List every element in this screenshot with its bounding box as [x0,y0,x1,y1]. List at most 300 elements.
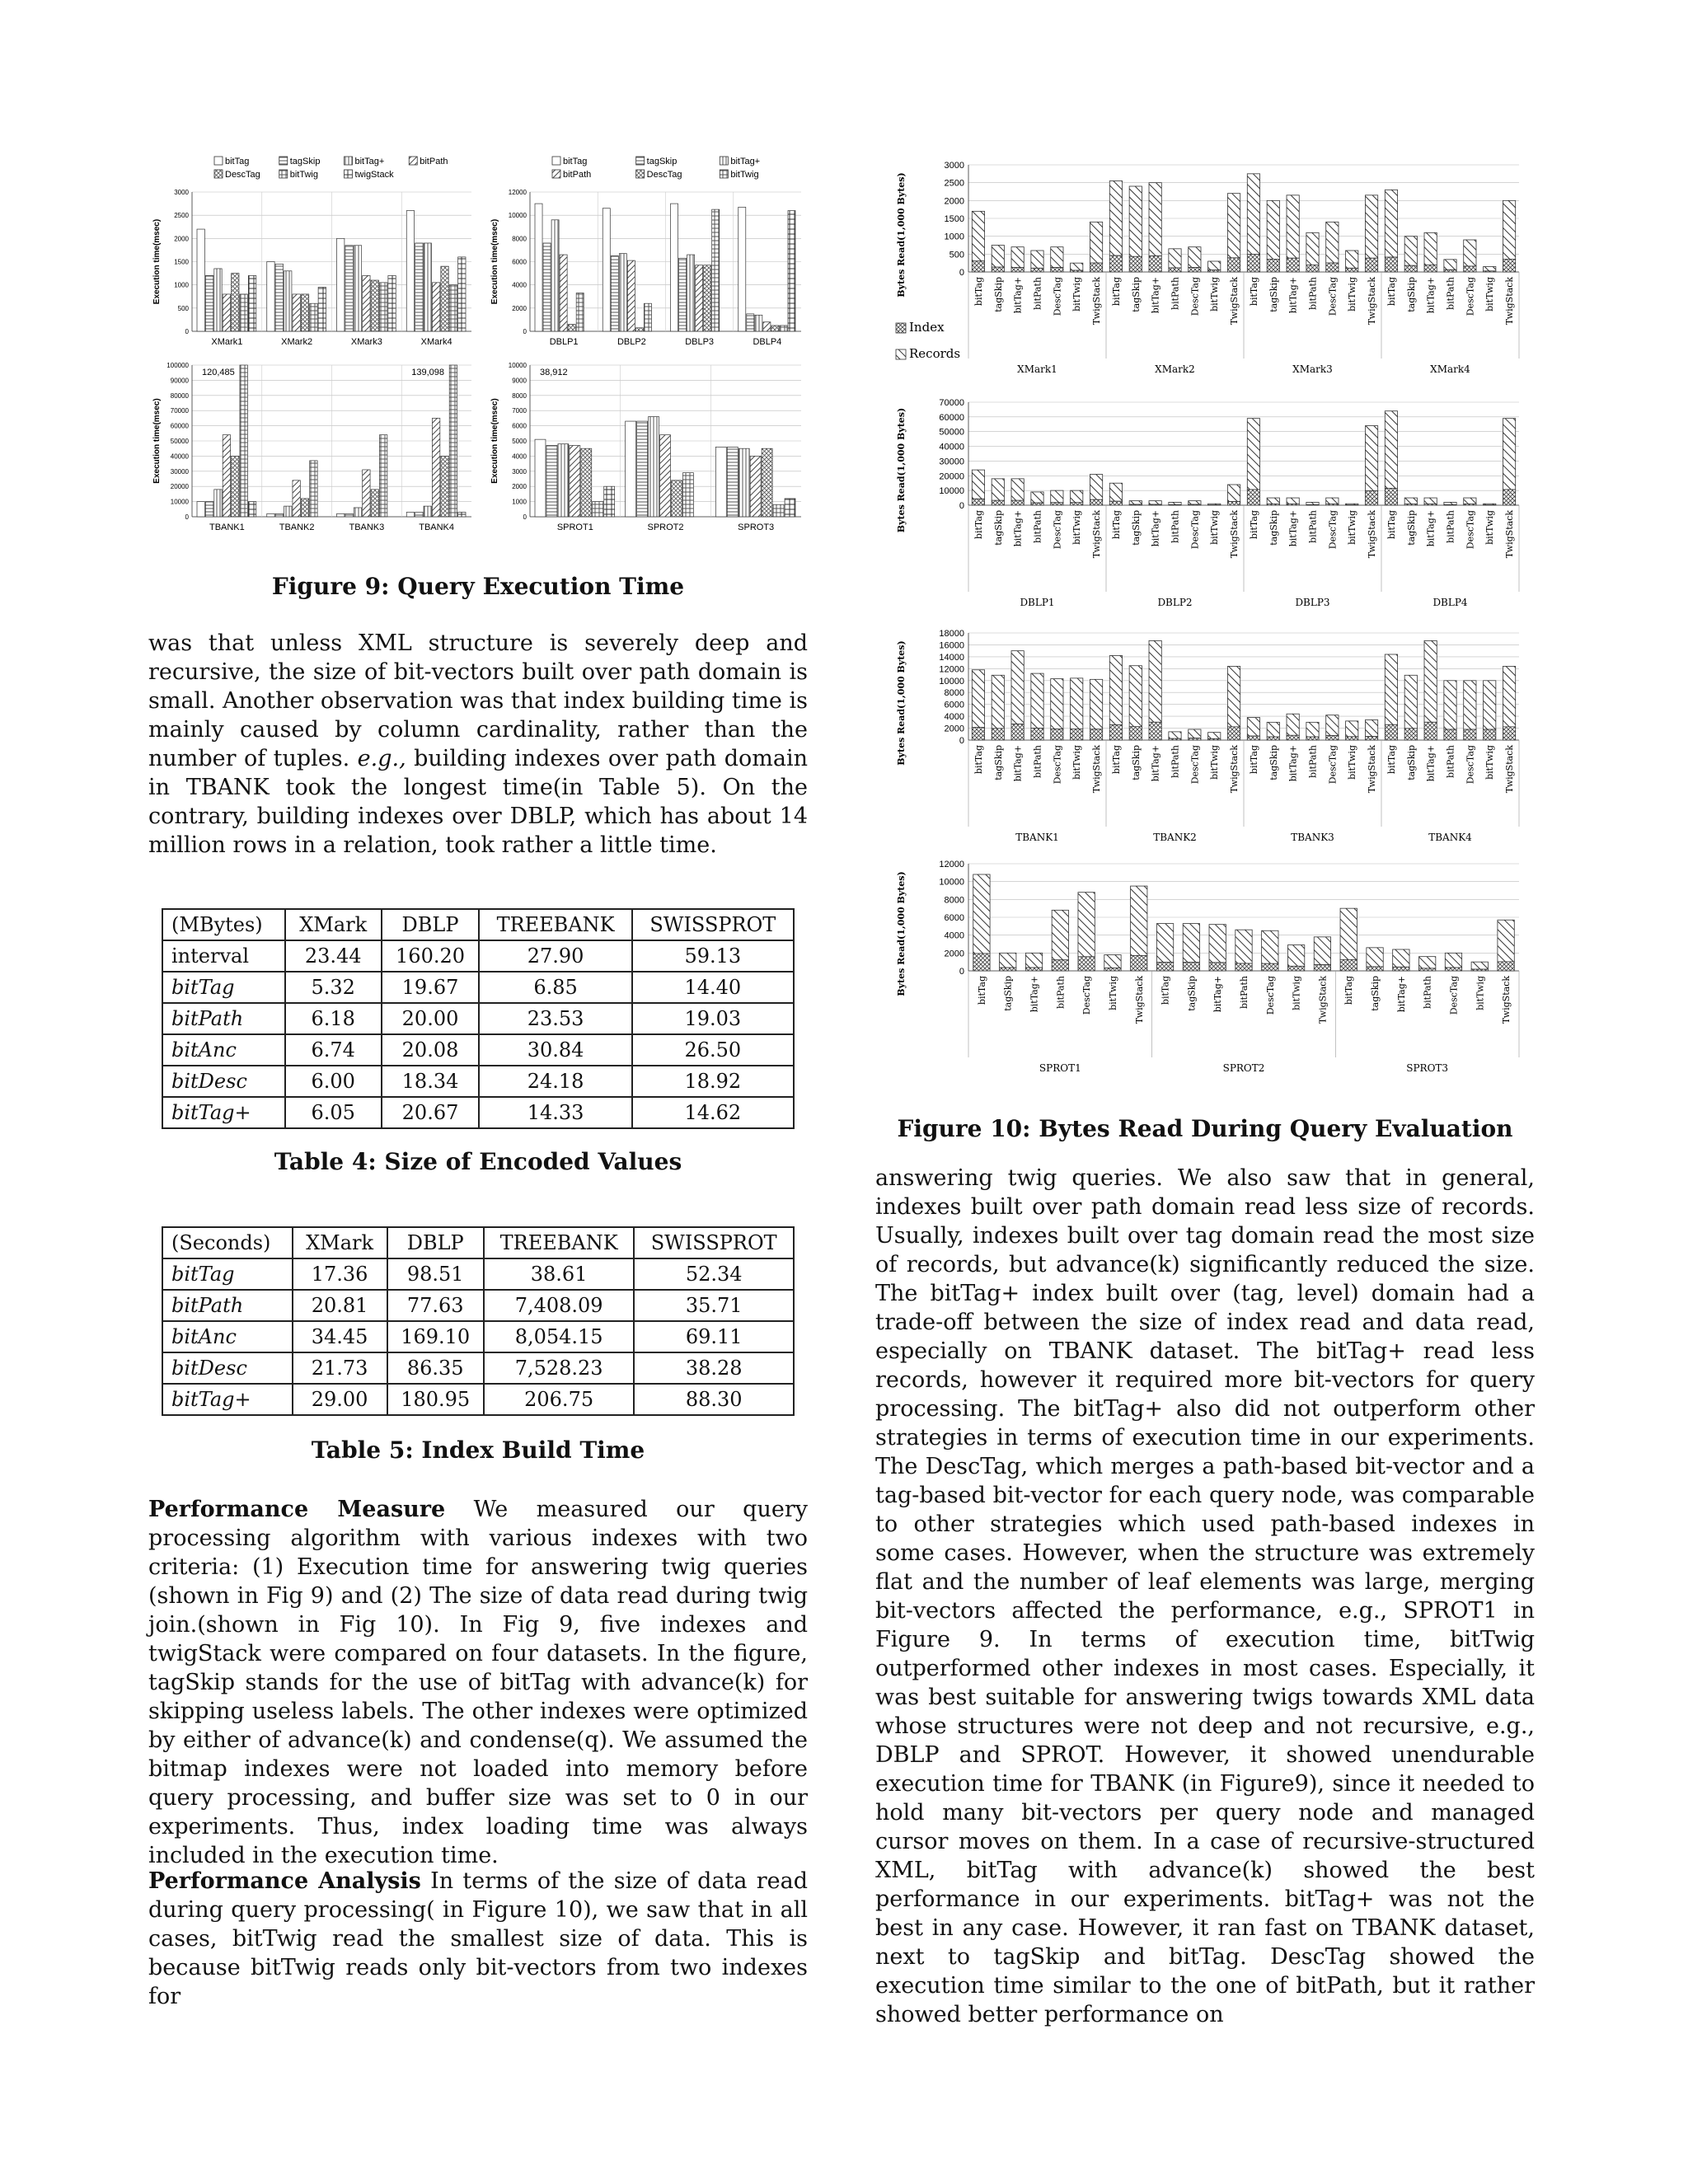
x-bar-label: tagSkip [1370,976,1381,1011]
bar-records [1208,733,1221,739]
y-tick-label: 8000 [944,688,964,699]
y-tick-label: 1000 [512,498,527,506]
x-group-label: DBLP1 [1020,597,1055,608]
fig9-chart-tbank [152,359,478,540]
bar-records [1071,490,1083,503]
perf-measure-body: We measured our query processing algorithm with various indexes with two criteria: (1) Execution time for answering twig queries (shown in Fig 9) and (2) The size of data read during twig join.(shown in Fig 10). In Fig 9, five indexes and twigStack were compared on four datasets. In the figure, tagSkip stands for the use of bitTag with advance(k) for skipping useless labels. The other indexes were optimized by either of advance(k) and condense(q). We assumed the bitmap indexes were not loaded into memory before query processing, and buffer size was set to 0 in our experiments. Thus, index loading time was always included in the execution time. [148,1497,808,1868]
y-tick-label: 0 [959,501,964,511]
x-bar-label: TwigStack [1367,277,1378,326]
bar [755,315,762,331]
table-cell: interval [162,940,285,972]
table-cell: 26.50 [632,1034,794,1066]
bar-records [1385,411,1397,489]
table-cell: 20.08 [382,1034,480,1066]
bar-index [1346,268,1358,272]
x-bar-label: bitTwig [1484,510,1496,545]
table-cell: 98.51 [387,1258,484,1290]
bar-records [1306,502,1319,504]
bar-records [1503,419,1515,490]
table-cell: 21.73 [293,1352,387,1384]
bar [301,499,308,517]
bar-index [1156,963,1173,971]
bar [248,502,256,517]
bar [727,447,738,517]
bar [214,269,222,331]
bar [671,204,678,331]
x-bar-label: bitTwig [1071,745,1083,780]
bar-records [1424,232,1437,265]
bar-records [1183,924,1199,963]
table-header-cell: TREEBANK [479,909,631,940]
y-tick-label: 40000 [170,452,189,461]
x-bar-label: bitTag+ [1287,510,1299,547]
x-bar-label: bitTag+ [1012,745,1024,782]
x-bar-label: bitPath [1307,745,1319,778]
y-tick-label: 10000 [508,362,527,369]
bar-records [1267,200,1279,259]
x-bar-label: DescTag [1327,510,1339,550]
bar-records [1189,501,1201,504]
bar-records [992,675,1004,729]
bar-index [1484,271,1496,272]
y-tick-label: 70000 [170,407,189,415]
bar-index [1247,736,1259,740]
x-bar-label: DescTag [1189,745,1201,785]
table-cell: 35.71 [634,1290,794,1321]
fig10-panel-tbank [894,626,1521,842]
bar-records [1169,502,1181,504]
y-tick-label: 6000 [512,422,527,430]
bar [449,365,457,517]
table-row [162,1066,794,1097]
x-bar-label: bitTwig [1071,510,1083,545]
x-group-label: DBLP4 [1432,597,1468,608]
y-tick-label: 30000 [170,467,189,476]
bar-index [1090,729,1102,740]
bar [248,275,256,331]
bar-index [1025,968,1042,971]
bar-index [1367,967,1383,971]
x-group-label: XMark3 [1292,363,1333,375]
y-tick-label: 6000 [944,913,964,923]
y-axis-label: Execution time(msec) [490,398,499,484]
text-block-1-eg: e.g., [357,746,406,771]
bar-records [1385,654,1397,724]
bar [788,211,795,331]
table-header-cell: DBLP [382,909,480,940]
fig9-panel-sprot [490,359,808,540]
table-cell: bitDesc [162,1066,285,1097]
bar-index [1326,736,1339,740]
table-cell: 7,408.09 [484,1290,635,1321]
bar-index [1262,963,1278,971]
y-tick-label: 500 [949,250,964,260]
y-tick-label: 6000 [512,258,527,266]
y-tick-label: 80000 [170,391,189,400]
legend-swatch [896,349,906,359]
y-tick-label: 10000 [939,676,964,687]
bar-index [1267,737,1279,740]
y-tick-label: 1500 [944,214,964,224]
x-bar-label: bitPath [1307,277,1319,310]
bar [738,207,746,331]
bar [660,435,671,517]
bar-index [1149,256,1161,273]
bar-index [1104,968,1121,971]
x-bar-label: tagSkip [992,745,1004,780]
bar-index [1090,499,1102,505]
legend-label: Records [909,346,961,361]
legend-swatch [409,157,417,165]
y-tick-label: 2000 [944,724,964,734]
x-category-label: TBANK2 [279,523,315,532]
bar [267,262,274,332]
table-cell: 7,528.23 [484,1352,635,1384]
bar [747,314,754,331]
y-tick-label: 1000 [944,232,964,242]
y-tick-label: 14000 [939,652,964,663]
bar [785,499,795,517]
bar-records [1109,655,1122,724]
table-cell: 180.95 [387,1384,484,1415]
x-group-label: XMark4 [1430,363,1470,375]
bar [637,421,648,517]
x-bar-label: bitPath [1032,745,1043,778]
bar [197,502,204,517]
table-cell: 27.90 [479,940,631,972]
table-cell: 206.75 [484,1384,635,1415]
bar-records [1189,729,1201,738]
x-bar-label: TwigStack [1504,745,1516,794]
legend-swatch [279,170,288,178]
x-group-label: TBANK1 [1015,832,1059,843]
bar-index [1169,268,1181,272]
bar-records [1149,640,1161,722]
table-cell: 14.40 [632,972,794,1003]
bar [205,502,213,517]
x-bar-label: DescTag [1189,277,1201,316]
bar-records [1346,721,1358,737]
table-header-cell: (Seconds) [162,1227,293,1258]
bar [535,439,546,517]
bar-records [1090,475,1102,500]
table5-caption: Table 5: Index Build Time [311,1436,645,1464]
x-bar-label: bitTag+ [1287,277,1299,314]
bar-records [1385,190,1397,257]
bar-index [1314,965,1330,971]
x-category-label: DBLP2 [617,337,646,347]
legend-label: bitPath [563,170,592,180]
x-category-label: TBANK1 [209,523,245,532]
table4-caption: Table 4: Size of Encoded Values [274,1148,682,1175]
x-bar-label: bitPath [1055,976,1067,1009]
table-5 [162,1226,795,1416]
bar-records [1503,666,1515,726]
bar [635,328,643,331]
x-bar-label: bitTwig [1347,277,1358,312]
bar [318,287,326,331]
bar [301,294,308,331]
table-cell: 18.92 [632,1066,794,1097]
y-tick-label: 2500 [944,178,964,189]
bar [611,255,618,331]
x-bar-label: bitPath [1239,976,1250,1009]
table-cell: 169.10 [387,1321,484,1352]
legend-label: tagSkip [646,157,678,166]
bar [696,265,703,331]
x-bar-label: bitTag [1386,277,1397,307]
bar-records [1104,955,1121,968]
table-cell: 23.53 [479,1003,631,1034]
bar-index [1385,724,1397,740]
bar-records [1326,715,1339,736]
y-tick-label: 8000 [512,235,527,243]
x-bar-label: bitTag+ [1425,745,1437,782]
legend-label: twigStack [354,170,394,180]
x-bar-label: bitPath [1032,277,1043,310]
y-tick-label: 2000 [512,483,527,491]
x-bar-label: bitTwig [1475,976,1486,1010]
bar [581,448,592,517]
bar-index [1189,504,1201,505]
table-cell: bitPath [162,1290,293,1321]
x-bar-label: DescTag [1081,976,1093,1015]
y-tick-label: 10000 [170,498,189,506]
bar-records [972,470,984,499]
x-group-label: XMark1 [1017,363,1057,375]
bar-index [1149,504,1161,505]
bar [310,461,317,517]
x-group-label: SPROT3 [1406,1062,1449,1074]
bar-index [1471,969,1488,971]
bar-index [1090,263,1102,272]
fig10-chart-dblp [894,396,1521,612]
bar-records [1326,498,1339,504]
bar-records [1498,920,1514,962]
y-tick-label: 2000 [512,304,527,312]
table-row [162,1258,794,1290]
table-cell: 38.61 [484,1258,635,1290]
bar-records [1109,181,1122,256]
fig9-panel-tbank [152,359,478,540]
table-cell: 6.74 [285,1034,382,1066]
y-tick-label: 12000 [508,189,527,196]
bar [568,325,575,331]
bar-records [1071,263,1083,270]
x-bar-label: DescTag [1465,277,1476,316]
bar-index [1287,966,1304,971]
bar-records [1404,675,1417,729]
table-row [162,940,794,972]
bar-index [1247,255,1259,272]
x-bar-label: TwigStack [1091,277,1103,326]
x-group-label: DBLP3 [1295,597,1330,608]
x-bar-label: DescTag [1448,976,1460,1015]
bar-index [1208,270,1221,272]
x-bar-label: bitTag [1248,510,1259,540]
bar-records [1090,222,1102,263]
bar-index [1365,258,1377,272]
bar-index [1011,268,1024,272]
x-bar-label: bitTag [1110,745,1122,775]
y-tick-label: 100000 [166,362,189,369]
bar [197,229,204,331]
x-bar-label: bitTwig [1291,976,1302,1010]
bar [543,243,551,331]
bar-index [1149,722,1161,740]
bar [771,326,779,331]
legend-label: tagSkip [289,157,321,166]
bar [293,480,300,517]
bar-records [1418,957,1435,968]
bar-index [1247,490,1259,505]
x-bar-label: TwigStack [1091,510,1103,559]
bar-records [1052,910,1068,959]
bar-index [972,261,984,272]
x-bar-label: tagSkip [1186,976,1198,1011]
bar-records [1109,483,1122,501]
table-cell: bitTag+ [162,1097,285,1128]
bar-index [1326,263,1339,272]
bar-records [1011,247,1024,268]
legend-label: Index [909,320,945,335]
x-group-label: TBANK2 [1153,832,1197,843]
x-bar-label: bitTag+ [1029,976,1040,1013]
bar-index [973,954,990,971]
bar-records [1365,719,1377,736]
bar-records [1071,678,1083,729]
bar-index [972,728,984,740]
bar-records [1090,679,1102,729]
x-bar-label: TwigStack [1367,745,1378,794]
bar [593,502,603,517]
legend-swatch [552,170,560,178]
bar [458,512,466,517]
fig9-chart-sprot [490,359,808,540]
bar-index [1464,504,1476,505]
table-cell: bitTag [162,1258,293,1290]
table-row [162,1321,794,1352]
bar-index [1424,722,1437,740]
bar-records [1011,479,1024,500]
bar-records [1365,426,1377,491]
x-category-label: TBANK3 [349,523,385,532]
bar-index [1464,266,1476,272]
table-cell: bitTag+ [162,1384,293,1415]
y-tick-label: 500 [177,304,189,312]
bar-index [1365,737,1377,740]
table-cell: 69.11 [634,1321,794,1352]
x-bar-label: bitPath [1307,510,1319,543]
table-row [162,1034,794,1066]
bar-records [1444,260,1456,269]
bar [604,486,615,517]
bar-records [1149,183,1161,256]
y-tick-label: 8000 [944,895,964,906]
bar-records [1227,485,1240,502]
x-bar-label: tagSkip [1268,510,1279,546]
bar [750,456,761,517]
bar-index [1051,268,1063,272]
bar [535,204,542,331]
bar-index [972,499,984,505]
x-bar-label: bitPath [1032,510,1043,543]
y-tick-label: 0 [523,328,527,335]
y-tick-label: 10000 [939,877,964,888]
bar-index [1071,270,1083,272]
bar [275,513,283,517]
bar [275,264,283,331]
table-cell: 6.00 [285,1066,382,1097]
table-cell: 19.03 [632,1003,794,1034]
bar-records [1444,502,1456,504]
y-tick-label: 3000 [512,467,527,476]
bar-index [1189,738,1201,740]
bar-records [1445,953,1461,968]
y-tick-label: 1500 [174,258,189,266]
bar-index [1444,504,1456,505]
bar [576,293,584,331]
bar [424,243,431,331]
x-bar-label: TwigStack [1133,976,1145,1024]
perf-analysis-heading: Performance Analysis [148,1868,421,1894]
table-header-cell: XMark [285,909,382,940]
x-bar-label: bitTag+ [1150,510,1161,547]
x-bar-label: bitTwig [1347,745,1358,780]
overflow-label: 38,912 [540,368,568,377]
table-header-cell: XMark [293,1227,387,1258]
x-bar-label: bitTwig [1209,745,1221,780]
bar-records [1464,681,1476,729]
x-group-label: SPROT2 [1222,1062,1265,1074]
bar [371,490,378,517]
bar [354,508,361,517]
perf-analysis [148,1867,808,2011]
bar-index [1109,501,1122,505]
bar-index [1287,504,1299,505]
bar-index [1503,490,1515,505]
table-cell: 14.62 [632,1097,794,1128]
x-bar-label: bitTag [976,976,987,1005]
table-cell: 18.34 [382,1066,480,1097]
legend-label: DescTag [646,170,682,180]
x-bar-label: bitTag+ [1012,510,1024,547]
perf-measure-heading: Performance Measure [148,1497,446,1522]
table-cell: bitAnc [162,1034,285,1066]
bar-records [1367,948,1383,967]
bar [310,303,317,331]
legend-label: bitTag [225,157,250,166]
bar [205,275,213,331]
x-bar-label: DescTag [1052,277,1063,316]
text-block-1 [148,629,808,860]
x-bar-label: TwigStack [1367,510,1378,559]
table-cell: 6.18 [285,1003,382,1034]
bar-records [1287,714,1299,735]
y-tick-label: 60000 [939,412,964,423]
fig10-caption: Figure 10: Bytes Read During Query Evaluation [897,1115,1513,1142]
bar [551,220,559,331]
bar-records [1404,237,1417,266]
bar-index [1011,500,1024,505]
bar-index [1031,503,1043,505]
x-bar-label: bitTag [973,277,984,307]
bar-records [1031,251,1043,268]
table-cell: 59.13 [632,940,794,972]
bar [363,470,370,517]
bar-records [1262,930,1278,963]
bar [560,255,567,331]
